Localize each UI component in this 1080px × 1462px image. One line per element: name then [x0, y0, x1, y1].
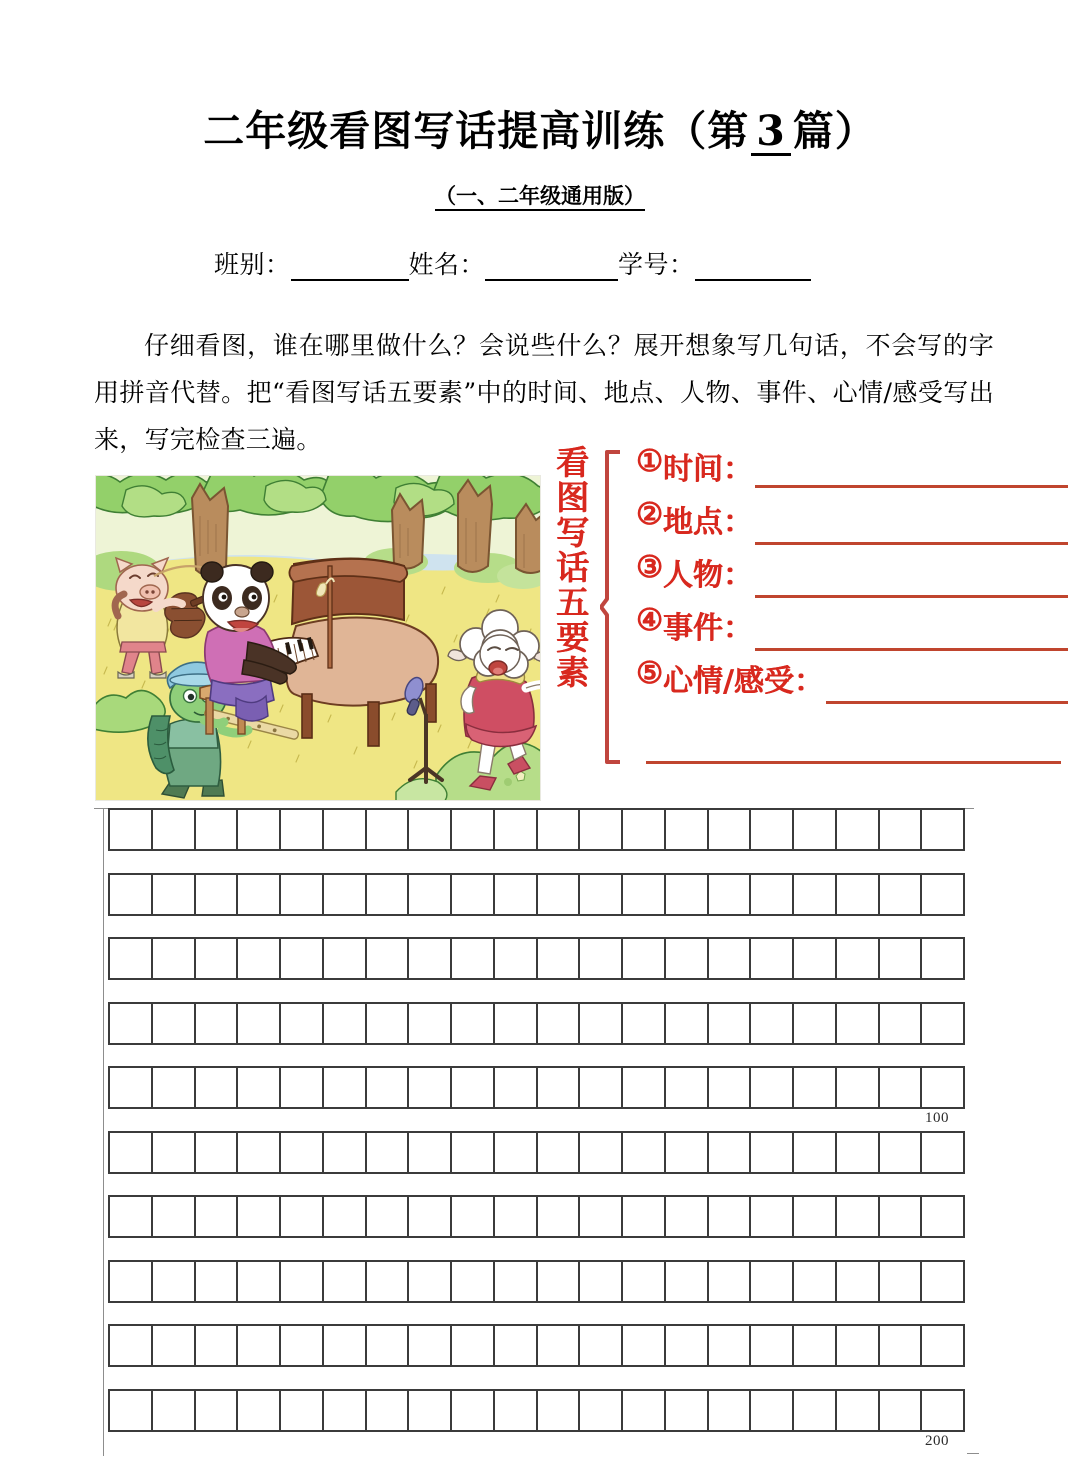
grid-cell[interactable] — [110, 810, 153, 849]
grid-cell[interactable] — [409, 810, 452, 849]
grid-cell[interactable] — [666, 1133, 709, 1172]
grid-cell[interactable] — [623, 1197, 666, 1236]
item-event-answer-line[interactable] — [755, 648, 1068, 651]
grid-cell[interactable] — [452, 1391, 495, 1430]
grid-cell[interactable] — [880, 810, 923, 849]
grid-cell[interactable] — [196, 875, 239, 914]
grid-cell[interactable] — [751, 1391, 794, 1430]
grid-cell[interactable] — [495, 1262, 538, 1301]
grid-cell[interactable] — [922, 1391, 965, 1430]
grid-cell[interactable] — [324, 1197, 367, 1236]
grid-cell[interactable] — [580, 1004, 623, 1043]
grid-cell[interactable] — [110, 1197, 153, 1236]
grid-cell[interactable] — [880, 875, 923, 914]
grid-cell[interactable] — [623, 1068, 666, 1107]
grid-cell[interactable] — [495, 939, 538, 978]
five-elements-block — [548, 443, 1068, 783]
grid-cell[interactable] — [196, 1391, 239, 1430]
grid-cell[interactable] — [281, 1391, 324, 1430]
name-label: 姓名： — [408, 250, 486, 279]
grid-cell[interactable] — [452, 1197, 495, 1236]
grid-cell[interactable] — [153, 1391, 196, 1430]
grid-cell[interactable] — [153, 875, 196, 914]
grid-cell[interactable] — [538, 1197, 581, 1236]
grid-cell[interactable] — [709, 1004, 752, 1043]
grid-cell[interactable] — [324, 1326, 367, 1365]
grid-cell[interactable] — [837, 810, 880, 849]
instruction-paragraph: 仔细看图，谁在哪里做什么？会说些什么？展开想象写几句话，不会写的字用拼音代替。把“看图写话五要素”中的时间、地点、人物、事件、心情/感受写出来，写完检查三遍。 — [94, 331, 994, 454]
grid-cell[interactable] — [281, 1133, 324, 1172]
grid-cell[interactable] — [880, 1262, 923, 1301]
grid-cell[interactable] — [238, 939, 281, 978]
grid-cell[interactable] — [837, 1197, 880, 1236]
grid-row[interactable] — [108, 1389, 965, 1432]
five-elements-extra-line[interactable] — [646, 761, 1061, 764]
grid-cell[interactable] — [153, 1197, 196, 1236]
grid-cell[interactable] — [452, 1068, 495, 1107]
grid-cell[interactable] — [196, 810, 239, 849]
grid-cell[interactable] — [666, 1197, 709, 1236]
grid-cell[interactable] — [580, 810, 623, 849]
five-element-item-time — [636, 443, 1068, 496]
grid-cell[interactable] — [196, 1326, 239, 1365]
grid-cell[interactable] — [794, 939, 837, 978]
grid-cell[interactable] — [623, 810, 666, 849]
grid-cell[interactable] — [110, 1391, 153, 1430]
grid-cell[interactable] — [196, 1004, 239, 1043]
grid-cell[interactable] — [495, 875, 538, 914]
grid-cell[interactable] — [281, 1197, 324, 1236]
grid-cell[interactable] — [837, 1262, 880, 1301]
grid-cell[interactable] — [324, 1068, 367, 1107]
grid-cell[interactable] — [452, 1004, 495, 1043]
grid-cell[interactable] — [880, 1391, 923, 1430]
grid-cell[interactable] — [153, 1004, 196, 1043]
item-character-label: 人物： — [662, 558, 753, 593]
grid-cell[interactable] — [153, 1326, 196, 1365]
grid-cell[interactable] — [153, 810, 196, 849]
grid-cell[interactable] — [666, 1004, 709, 1043]
grid-cell[interactable] — [281, 810, 324, 849]
grid-cell[interactable] — [452, 875, 495, 914]
grid-cell[interactable] — [367, 875, 410, 914]
grid-cell[interactable] — [709, 939, 752, 978]
grid-cell[interactable] — [238, 1326, 281, 1365]
grid-row[interactable] — [108, 873, 965, 916]
grid-cell[interactable] — [837, 1068, 880, 1107]
grid-cell[interactable] — [367, 1133, 410, 1172]
grid-cell[interactable] — [538, 1391, 581, 1430]
grid-cell[interactable] — [324, 1262, 367, 1301]
subtitle-text: （一、二年级通用版） — [435, 184, 645, 211]
grid-cell[interactable] — [409, 1197, 452, 1236]
grid-cell[interactable] — [196, 1133, 239, 1172]
grid-cell[interactable] — [367, 1326, 410, 1365]
grid-cell[interactable] — [666, 1262, 709, 1301]
item-feeling-answer-line[interactable] — [826, 701, 1068, 704]
grid-cell[interactable] — [367, 1068, 410, 1107]
grid-cell[interactable] — [409, 875, 452, 914]
title-suffix: 篇） — [792, 107, 877, 155]
grid-cell[interactable] — [153, 939, 196, 978]
grid-cell[interactable] — [623, 875, 666, 914]
grid-row[interactable] — [108, 1260, 965, 1303]
grid-cell[interactable] — [538, 810, 581, 849]
five-element-item-place — [636, 496, 1068, 549]
grid-cell[interactable] — [751, 1197, 794, 1236]
grid-cell[interactable] — [452, 1133, 495, 1172]
grid-cell[interactable] — [709, 1262, 752, 1301]
grid-cell[interactable] — [495, 1326, 538, 1365]
grid-cell[interactable] — [794, 1068, 837, 1107]
grid-cell[interactable] — [324, 1391, 367, 1430]
grid-corner-tick-bottom-right — [967, 1453, 979, 1454]
five-element-item-event — [636, 602, 1068, 655]
grid-cell[interactable] — [367, 1197, 410, 1236]
grid-cell[interactable] — [794, 1326, 837, 1365]
brace-icon — [600, 449, 622, 765]
grid-cell[interactable] — [922, 1197, 965, 1236]
grid-row[interactable] — [108, 1131, 965, 1174]
grid-cell[interactable] — [153, 1068, 196, 1107]
grid-cell[interactable] — [580, 1391, 623, 1430]
grid-cell[interactable] — [837, 1326, 880, 1365]
grid-cell[interactable] — [837, 875, 880, 914]
grid-cell[interactable] — [324, 810, 367, 849]
grid-cell[interactable] — [794, 810, 837, 849]
grid-cell[interactable] — [110, 1262, 153, 1301]
grid-row[interactable] — [108, 1324, 965, 1367]
grid-cell[interactable] — [709, 1391, 752, 1430]
grid-cell[interactable] — [794, 1197, 837, 1236]
grid-cell[interactable] — [623, 939, 666, 978]
grid-cell[interactable] — [367, 939, 410, 978]
grid-cell[interactable] — [751, 875, 794, 914]
grid-cell[interactable] — [324, 1133, 367, 1172]
class-field[interactable] — [291, 255, 409, 281]
grid-cell[interactable] — [751, 1133, 794, 1172]
grid-cell[interactable] — [666, 1391, 709, 1430]
grid-cell[interactable] — [110, 1004, 153, 1043]
grid-cell[interactable] — [837, 1391, 880, 1430]
grid-cell[interactable] — [324, 1004, 367, 1043]
five-elements-list — [636, 443, 1068, 708]
grid-cell[interactable] — [794, 1391, 837, 1430]
grid-cell[interactable] — [281, 1262, 324, 1301]
grid-cell[interactable] — [538, 1262, 581, 1301]
grid-cell[interactable] — [666, 875, 709, 914]
grid-count-marker: 200 — [925, 1432, 949, 1449]
grid-cell[interactable] — [538, 939, 581, 978]
grid-cell[interactable] — [110, 1068, 153, 1107]
item-feeling-label: 心情/感受： — [662, 664, 824, 699]
grid-cell[interactable] — [880, 939, 923, 978]
grid-cell[interactable] — [880, 1326, 923, 1365]
student-info-row — [214, 245, 914, 281]
page-title — [0, 98, 1080, 157]
grid-cell[interactable] — [538, 1068, 581, 1107]
grid-cell[interactable] — [110, 875, 153, 914]
grid-cell[interactable] — [324, 939, 367, 978]
grid-cell[interactable] — [623, 1133, 666, 1172]
grid-cell[interactable] — [666, 1068, 709, 1107]
grid-cell[interactable] — [623, 1004, 666, 1043]
grid-cell[interactable] — [794, 1004, 837, 1043]
five-elements-vertical-label: 看图写话五要素 — [551, 445, 590, 690]
grid-cell[interactable] — [409, 1133, 452, 1172]
grid-cell[interactable] — [281, 875, 324, 914]
grid-cell[interactable] — [922, 939, 965, 978]
grid-cell[interactable] — [580, 1326, 623, 1365]
grid-cell[interactable] — [281, 939, 324, 978]
grid-cell[interactable] — [281, 1326, 324, 1365]
student-id-label: 学号： — [618, 250, 695, 279]
grid-cell[interactable] — [709, 1133, 752, 1172]
grid-count-marker: 100 — [925, 1110, 949, 1126]
grid-corner-tick-top-left — [94, 808, 108, 809]
grid-cell[interactable] — [409, 939, 452, 978]
grid-left-margin-line — [103, 808, 104, 1456]
grid-cell[interactable] — [367, 1262, 410, 1301]
item-character-marker: ③ — [636, 550, 663, 585]
grid-cell[interactable] — [751, 1004, 794, 1043]
grid-cell[interactable] — [281, 1004, 324, 1043]
grid-cell[interactable] — [580, 1133, 623, 1172]
grid-cell[interactable] — [880, 1004, 923, 1043]
grid-cell[interactable] — [196, 1197, 239, 1236]
grid-cell[interactable] — [238, 1391, 281, 1430]
grid-row[interactable] — [108, 1002, 965, 1045]
grid-cell[interactable] — [880, 1068, 923, 1107]
grid-cell[interactable] — [922, 810, 965, 849]
grid-cell[interactable] — [880, 1197, 923, 1236]
grid-row[interactable] — [108, 1195, 965, 1238]
grid-cell[interactable] — [153, 1133, 196, 1172]
grid-row[interactable] — [108, 937, 965, 980]
grid-cell[interactable] — [751, 1262, 794, 1301]
grid-cell[interactable] — [837, 1004, 880, 1043]
grid-cell[interactable] — [367, 810, 410, 849]
grid-cell[interactable] — [922, 1326, 965, 1365]
grid-cell[interactable] — [238, 1068, 281, 1107]
grid-cell[interactable] — [110, 939, 153, 978]
grid-cell[interactable] — [580, 1068, 623, 1107]
grid-cell[interactable] — [709, 1197, 752, 1236]
grid-cell[interactable] — [837, 939, 880, 978]
grid-cell[interactable] — [580, 1262, 623, 1301]
grid-cell[interactable] — [623, 1391, 666, 1430]
item-event-marker: ④ — [636, 603, 663, 638]
grid-cell[interactable] — [452, 1326, 495, 1365]
title-prefix: 二年级看图写话提高训练（第 — [203, 107, 750, 155]
grid-cell[interactable] — [580, 1197, 623, 1236]
student-id-field[interactable] — [695, 255, 811, 281]
grid-cell[interactable] — [238, 810, 281, 849]
item-character-answer-line[interactable] — [755, 595, 1068, 598]
grid-cell[interactable] — [367, 1004, 410, 1043]
item-feeling-marker: ⑤ — [636, 656, 663, 691]
grid-cell[interactable] — [238, 1004, 281, 1043]
grid-cell[interactable] — [495, 1391, 538, 1430]
grid-cell[interactable] — [196, 1068, 239, 1107]
title-episode-number: 3 — [751, 110, 791, 156]
grid-cell[interactable] — [238, 1262, 281, 1301]
grid-cell[interactable] — [580, 939, 623, 978]
grid-cell[interactable] — [409, 1068, 452, 1107]
item-event-label: 事件： — [662, 611, 753, 646]
illustration-image — [95, 475, 541, 801]
grid-cell[interactable] — [751, 939, 794, 978]
grid-row[interactable] — [108, 808, 965, 851]
grid-cell[interactable] — [751, 1068, 794, 1107]
grid-cell[interactable] — [880, 1133, 923, 1172]
class-label: 班别： — [214, 250, 291, 279]
grid-cell[interactable] — [538, 1326, 581, 1365]
grid-cell[interactable] — [922, 1068, 965, 1107]
grid-cell[interactable] — [238, 1133, 281, 1172]
grid-cell[interactable] — [580, 875, 623, 914]
grid-cell[interactable] — [452, 939, 495, 978]
grid-cell[interactable] — [324, 875, 367, 914]
grid-cell[interactable] — [409, 1391, 452, 1430]
grid-cell[interactable] — [281, 1068, 324, 1107]
grid-cell[interactable] — [196, 939, 239, 978]
grid-cell[interactable] — [495, 1068, 538, 1107]
item-time-label: 时间： — [662, 452, 753, 487]
grid-cell[interactable] — [238, 875, 281, 914]
grid-cell[interactable] — [666, 810, 709, 849]
grid-cell[interactable] — [922, 1004, 965, 1043]
grid-cell[interactable] — [709, 810, 752, 849]
grid-cell[interactable] — [751, 810, 794, 849]
grid-cell[interactable] — [452, 1262, 495, 1301]
five-element-item-character — [636, 549, 1068, 602]
grid-cell[interactable] — [495, 1004, 538, 1043]
grid-cell[interactable] — [709, 1326, 752, 1365]
grid-cell[interactable] — [794, 875, 837, 914]
grid-cell[interactable] — [238, 1197, 281, 1236]
grid-cell[interactable] — [623, 1262, 666, 1301]
grid-cell[interactable] — [709, 875, 752, 914]
grid-cell[interactable] — [409, 1262, 452, 1301]
grid-cell[interactable] — [837, 1133, 880, 1172]
page-subtitle — [0, 180, 1080, 210]
grid-cell[interactable] — [666, 939, 709, 978]
grid-cell[interactable] — [110, 1326, 153, 1365]
name-field[interactable] — [485, 255, 618, 281]
grid-cell[interactable] — [409, 1326, 452, 1365]
grid-cell[interactable] — [922, 875, 965, 914]
grid-cell[interactable] — [495, 810, 538, 849]
grid-cell[interactable] — [495, 1197, 538, 1236]
grid-cell[interactable] — [367, 1391, 410, 1430]
grid-cell[interactable] — [666, 1326, 709, 1365]
grid-cell[interactable] — [538, 1004, 581, 1043]
grid-cell[interactable] — [794, 1133, 837, 1172]
grid-row[interactable] — [108, 1066, 965, 1109]
grid-cell[interactable] — [623, 1326, 666, 1365]
grid-cell[interactable] — [110, 1133, 153, 1172]
grid-cell[interactable] — [196, 1262, 239, 1301]
item-place-answer-line[interactable] — [755, 542, 1068, 545]
item-place-label: 地点： — [662, 505, 753, 540]
grid-cell[interactable] — [709, 1068, 752, 1107]
grid-cell[interactable] — [751, 1326, 794, 1365]
grid-cell[interactable] — [922, 1133, 965, 1172]
composition-grid — [103, 808, 965, 1456]
grid-cell[interactable] — [153, 1262, 196, 1301]
grid-cell[interactable] — [922, 1262, 965, 1301]
grid-cell[interactable] — [794, 1262, 837, 1301]
grid-cell[interactable] — [495, 1133, 538, 1172]
grid-cell[interactable] — [538, 1133, 581, 1172]
grid-cell[interactable] — [538, 875, 581, 914]
item-time-marker: ① — [636, 444, 663, 479]
grid-cell[interactable] — [409, 1004, 452, 1043]
grid-cell[interactable] — [452, 810, 495, 849]
item-time-answer-line[interactable] — [755, 485, 1068, 488]
five-element-item-feeling — [636, 655, 1068, 708]
item-place-marker: ② — [636, 497, 663, 532]
